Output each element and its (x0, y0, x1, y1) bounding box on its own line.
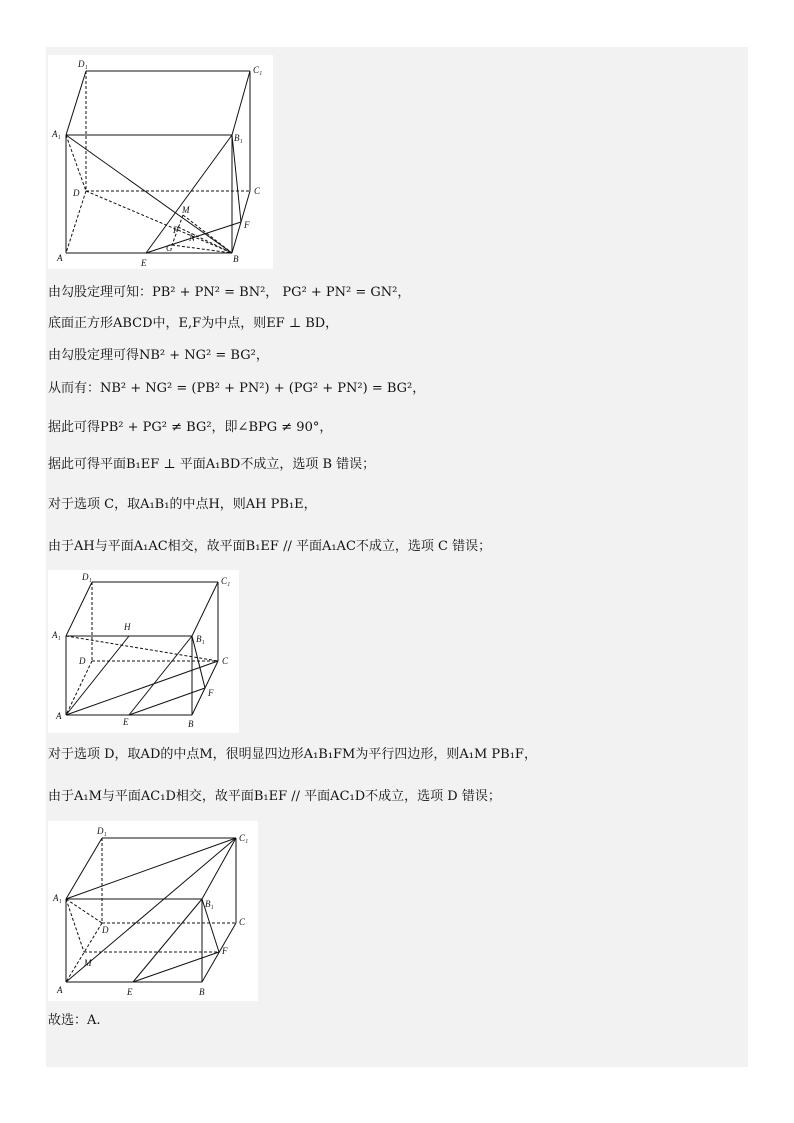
label-A1: A₁ (53, 893, 62, 903)
hidden-segment (66, 899, 102, 923)
label-C1: C₁ (221, 576, 231, 586)
label-B1: B₁ (205, 899, 214, 909)
figure-2-prism-diagram (48, 570, 239, 733)
label-N: N (189, 233, 196, 243)
label-F: F (222, 946, 228, 956)
hidden-segment (66, 899, 84, 952)
figure-1-svg (48, 55, 273, 269)
label-E: E (141, 258, 147, 268)
label-D1: D₁ (82, 572, 92, 582)
label-B: B (188, 719, 194, 729)
label-D1: D₁ (78, 59, 88, 69)
label-A1: A₁ (52, 630, 61, 640)
label-C: C (254, 186, 261, 196)
label-G: G (166, 243, 173, 253)
text-line-1: 由勾股定理可知：PB² + PN² = BN²， PG² + PN² = GN²， (48, 285, 411, 300)
label-P: P (173, 225, 179, 235)
hidden-segment (66, 135, 86, 191)
figure-3-svg (48, 821, 258, 1001)
figure-3-prism-diagram (48, 821, 258, 1001)
label-C: C (222, 656, 229, 666)
label-D1: D₁ (97, 826, 107, 836)
edge (66, 71, 86, 135)
edge (66, 582, 92, 636)
figure-1-prism-diagram (48, 55, 273, 269)
text-line-5: 据此可得PB² + PG² ≠ BG²，即∠BPG ≠ 90°， (48, 420, 333, 435)
label-F: F (244, 220, 250, 230)
text-line-3: 由勾股定理可得NB² + NG² = BG²， (48, 348, 269, 363)
label-A1: A₁ (52, 129, 61, 139)
segment (66, 661, 218, 715)
hidden-segment (86, 191, 232, 253)
label-F: F (208, 688, 214, 698)
text-line-4: 从而有：NB² + NG² = (PB² + PN²) + (PG² + PN²) = BG²， (48, 381, 426, 396)
label-B: B (199, 987, 205, 997)
label-M: M (182, 205, 190, 215)
label-H: H (124, 622, 131, 632)
text-line-6: 据此可得平面B₁EF ⊥ 平面A₁BD不成立，选项 B 错误； (48, 457, 376, 472)
edge (232, 71, 250, 135)
label-M: M (84, 958, 92, 968)
label-C1: C₁ (239, 833, 249, 843)
label-B: B (233, 254, 239, 264)
label-A: A (56, 711, 62, 721)
edge (202, 838, 236, 899)
text-line-10: 由于A₁M与平面AC₁D相交，故平面B₁EF // 平面AC₁D不成立，选项 D 错误； (48, 789, 501, 804)
label-D: D (79, 656, 86, 666)
text-line-9: 对于选项 D，取AD的中点M，很明显四边形A₁B₁FM为平行四边形，则A₁M PB₁F， (48, 747, 537, 762)
segment (66, 636, 129, 715)
text-line-7: 对于选项 C，取A₁B₁的中点H，则AH PB₁E， (48, 497, 317, 512)
label-E: E (123, 717, 129, 727)
edge (192, 582, 218, 636)
label-A: A (57, 253, 63, 263)
segment (232, 135, 241, 222)
label-C: C (239, 917, 246, 927)
label-B1: B₁ (196, 634, 205, 644)
label-D: D (73, 188, 80, 198)
label-D: D (102, 925, 109, 935)
label-E: E (127, 987, 133, 997)
segment (66, 135, 232, 253)
label-C1: C₁ (253, 65, 263, 75)
hidden-edge (66, 191, 86, 253)
figure-2-svg (48, 570, 239, 733)
text-line-8: 由于AH与平面A₁AC相交，故平面B₁EF // 平面A₁AC不成立，选项 C 错误； (48, 539, 492, 554)
text-line-2: 底面正方形ABCD中，E,F为中点，则EF ⊥ BD， (48, 316, 339, 331)
segment (66, 838, 236, 899)
label-B1: B₁ (234, 133, 243, 143)
label-A: A (57, 985, 63, 995)
segment (129, 636, 192, 715)
text-line-11: 故选：A. (48, 1013, 101, 1028)
edge (66, 838, 102, 899)
